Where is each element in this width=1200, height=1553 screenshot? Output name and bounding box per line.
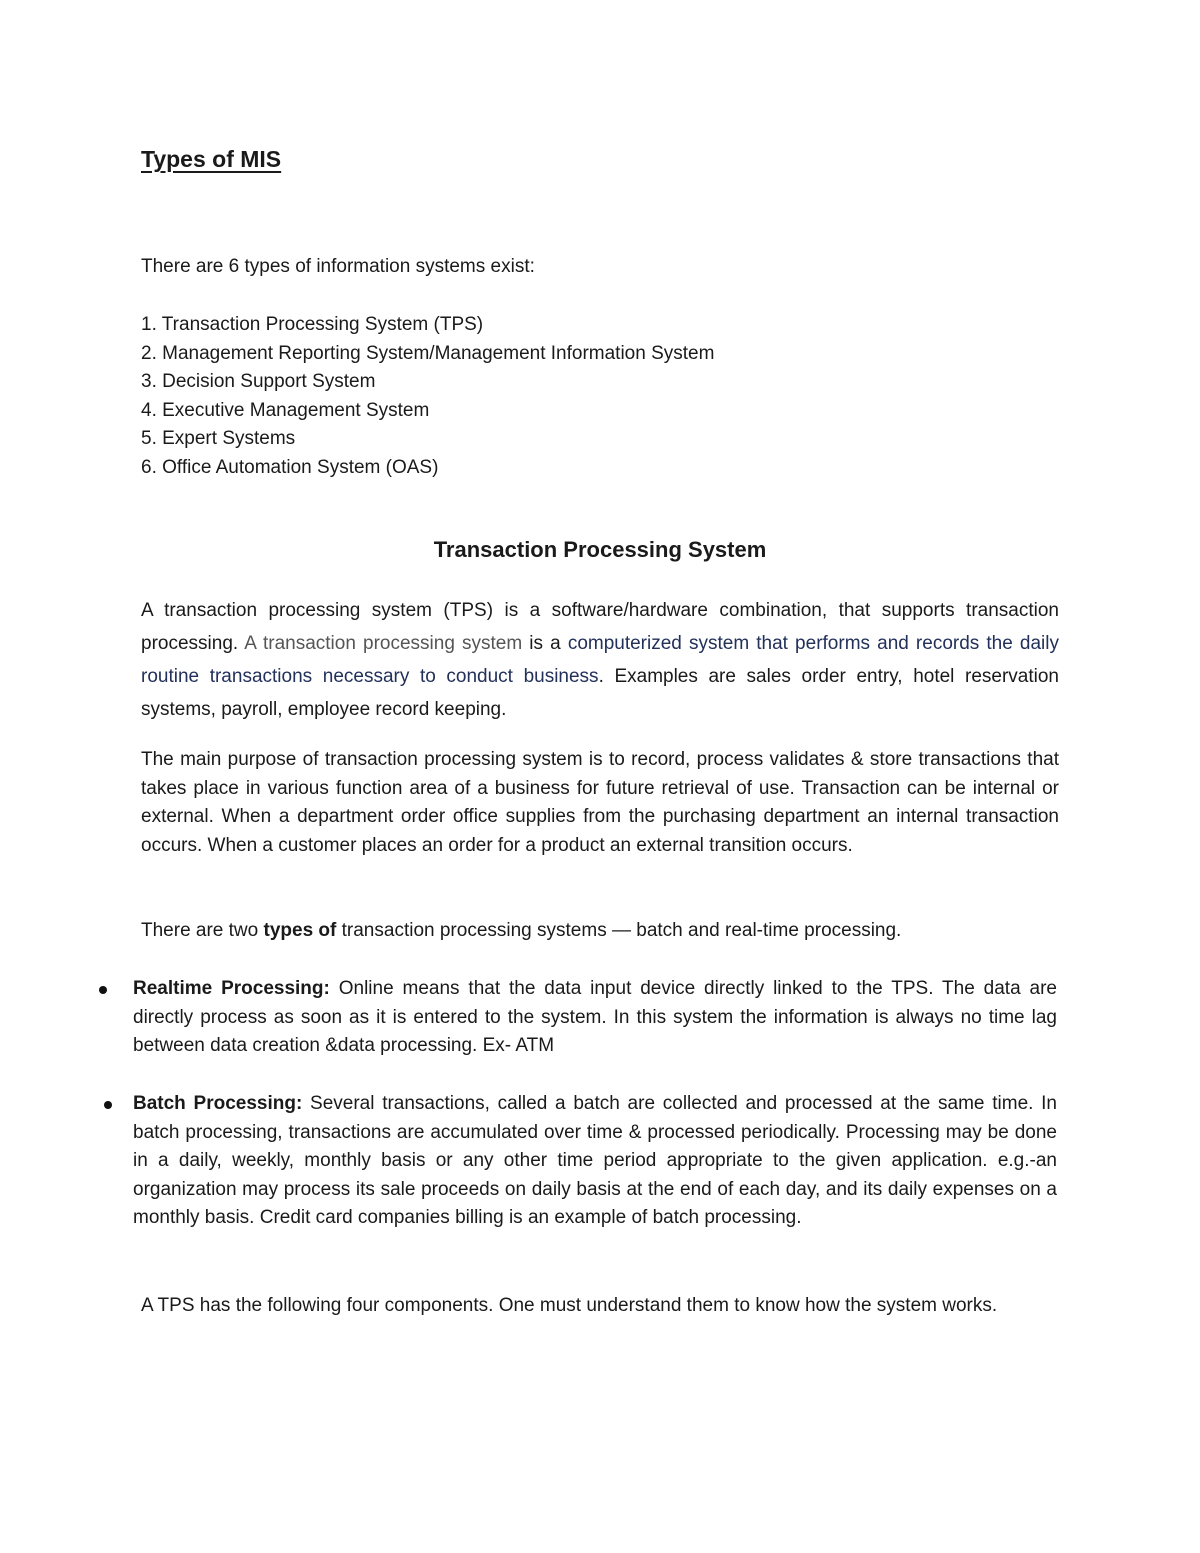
page-title: Types of MIS — [141, 146, 282, 172]
intro-text: There are 6 types of information systems exist: — [141, 256, 535, 277]
list-item: 1. Transaction Processing System (TPS) — [141, 314, 484, 335]
batch-processing-text: Several transactions, called a batch are collected and processed at the same time. In batch processing, transactions are accumulated over time & processed periodically. Processing may be done in a daily, weekly, monthly basis or any other time period appropriate to the given application. e.g.-an organization may process its sale proceeds on daily basis at the end of each day, and its daily expenses on a monthly basis. Credit card companies billing is an example of batch processing. — [133, 1093, 1057, 1229]
bullet-icon — [99, 986, 107, 994]
tps-definition-emphasis: computerized system that performs and records the daily routine transactions necessary to conduct business — [141, 633, 1059, 687]
tps-purpose-paragraph: The main purpose of transaction processing system is to record, process validates & store transactions that takes place in various function area of a business for future retrieval of use. Transaction can be internal or external. When a department order office supplies from the purchasing department an internal transaction occurs. When a customer places an order for a product an external transition occurs. — [141, 749, 1059, 856]
realtime-processing-text: Online means that the data input device directly linked to the TPS. The data are directly process as soon as it is entered to the system. In this system the information is always no time lag between data creation &data processing. Ex- ATM — [133, 978, 1057, 1057]
list-item: 4. Executive Management System — [141, 399, 430, 421]
tps-types-paragraph — [141, 917, 1059, 946]
tps-definition-part: A transaction processing system (TPS) is a software/hardware combination, that supports transaction processing. — [141, 600, 1059, 654]
tps-definition-highlight: A transaction processing system — [244, 633, 523, 654]
tps-definition-paragraph — [141, 594, 1059, 726]
tps-types-text: There are two — [141, 920, 264, 941]
tps-types-text: transaction processing systems — batch and real-time processing. — [336, 920, 902, 941]
section-heading: Transaction Processing System — [433, 537, 767, 562]
tps-types-bold: types of — [263, 920, 337, 941]
realtime-processing-item — [133, 975, 1057, 1061]
tps-components-paragraph: A TPS has the following four components. One must understand them to know how the system works. — [141, 1295, 998, 1316]
batch-processing-item — [133, 1090, 1057, 1233]
list-item: 2. Management Reporting System/Management Information System — [141, 342, 715, 364]
batch-processing-label: Batch Processing: — [133, 1093, 303, 1114]
tps-definition-part: . Examples are sales order entry, hotel reservation systems, payroll, employee record keeping. — [141, 666, 1059, 720]
tps-definition-part: is a — [522, 633, 568, 654]
list-item: 6. Office Automation System (OAS) — [141, 456, 439, 478]
types-list — [141, 311, 714, 483]
realtime-processing-label: Realtime Processing: — [133, 978, 330, 999]
list-item: 5. Expert Systems — [141, 428, 296, 450]
list-item: 3. Decision Support System — [141, 371, 376, 393]
bullet-icon — [104, 1101, 112, 1109]
